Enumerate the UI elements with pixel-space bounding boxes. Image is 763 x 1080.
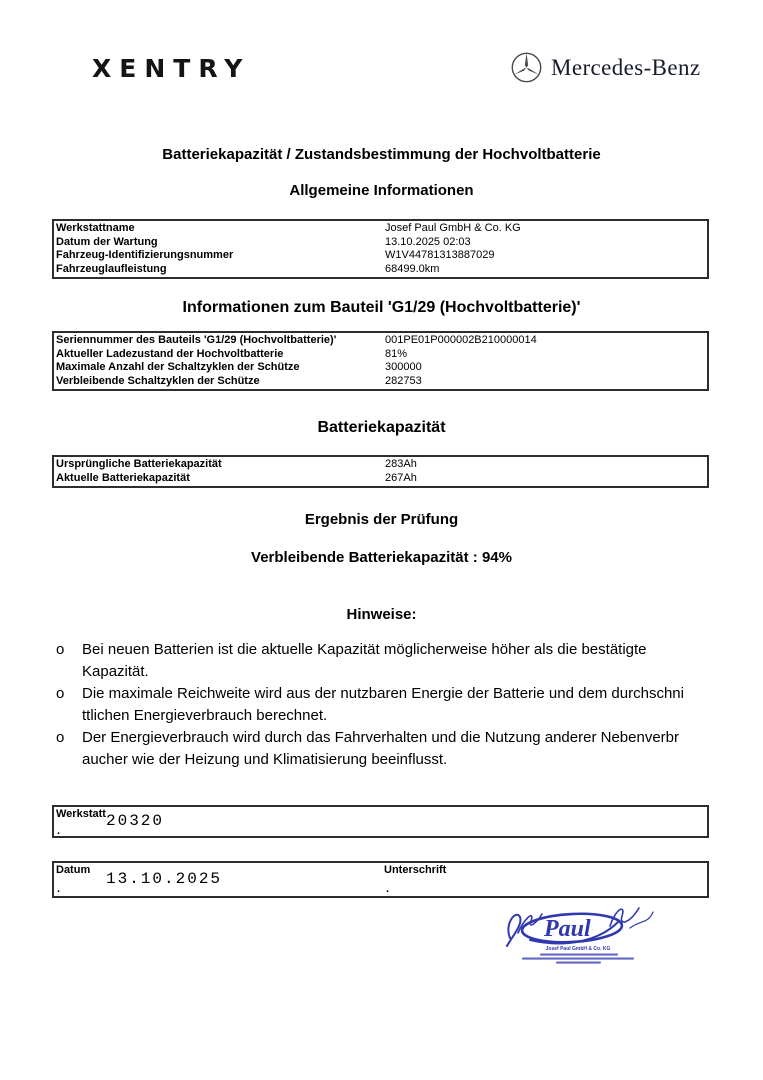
row-value: W1V44781313887029: [385, 249, 495, 261]
datum-label-punct: .: [57, 883, 61, 895]
capacity-table: [52, 455, 709, 488]
mercedes-star-icon: [511, 52, 542, 83]
row-value: 81%: [385, 347, 408, 360]
row-value: 283Ah: [385, 458, 417, 470]
row-label: Fahrzeuglaufleistung: [56, 262, 167, 275]
note-bullet: o: [56, 729, 65, 746]
row-value: Josef Paul GmbH & Co. KG: [385, 222, 521, 234]
stamp-brand-text: Paul: [544, 916, 591, 942]
brand-wordmark: Mercedes-Benz: [551, 54, 701, 80]
datum-label: Datum: [56, 864, 91, 876]
werkstatt-label-punct: .: [57, 825, 61, 837]
row-label: Seriennummer des Bauteils 'G1/29 (Hochvoltbatterie)': [56, 334, 337, 346]
werkstatt-label: Werkstatt: [56, 808, 106, 820]
row-label: Verbleibende Schaltzyklen der Schütze: [56, 374, 260, 387]
werkstatt-value: 20320: [106, 812, 165, 830]
stamp-company-line: Josef Paul GmbH & Co. KG: [545, 946, 611, 952]
row-label: Fahrzeug-Identifizierungsnummer: [56, 249, 234, 261]
note-line: ttlichen Energieverbrauch berechnet.: [82, 707, 328, 724]
table-row: [56, 249, 705, 263]
row-value: 13.10.2025 02:03: [385, 235, 471, 248]
signature-stamp: [492, 898, 664, 968]
row-label: Datum der Wartung: [56, 235, 158, 248]
note-line: Der Energieverbrauch wird durch das Fahrverhalten und die Nutzung anderer Nebenverbr: [82, 729, 679, 746]
mercedes-logo: [511, 52, 701, 83]
section-heading-component: Informationen zum Bauteil 'G1/29 (Hochvoltbatterie)': [182, 299, 581, 316]
note-text: [82, 683, 684, 727]
row-value: 68499.0km: [385, 262, 440, 275]
note-bullet: o: [56, 641, 65, 658]
row-value: 001PE01P000002B210000014: [385, 334, 537, 346]
row-label: Ursprüngliche Batteriekapazität: [56, 458, 222, 470]
row-label: Aktueller Ladezustand der Hochvoltbatterie: [56, 347, 284, 360]
notes-list: [56, 639, 720, 771]
werkstatt-box: [52, 805, 709, 838]
table-row: [56, 236, 705, 250]
datum-box: [52, 861, 709, 898]
table-row: [56, 222, 705, 236]
result-heading: Ergebnis der Prüfung: [304, 511, 459, 528]
component-info-table: [52, 331, 709, 391]
table-row: [56, 375, 705, 389]
report-title: Batteriekapazität / Zustandsbestimmung der Hochvoltbatterie: [162, 146, 601, 163]
table-row: [56, 472, 705, 486]
notes-heading: Hinweise:: [346, 606, 417, 623]
note-text: [82, 639, 647, 683]
note-item: [56, 683, 720, 727]
note-text: [82, 727, 679, 771]
note-line: Die maximale Reichweite wird aus der nutzbaren Energie der Batterie und dem durchschni: [82, 685, 684, 702]
note-item: [56, 639, 720, 683]
row-value: 282753: [385, 374, 422, 387]
unterschrift-label-punct: .: [386, 883, 390, 895]
table-row: [56, 361, 705, 375]
section-heading-general: Allgemeine Informationen: [289, 182, 474, 199]
table-row: [56, 458, 705, 472]
note-item: [56, 727, 720, 771]
note-line: Bei neuen Batterien ist die aktuelle Kapazität möglicherweise höher als die bestätigte: [82, 641, 647, 658]
stamp-address-lines: [522, 954, 634, 964]
row-label: Aktuelle Batteriekapazität: [56, 471, 190, 484]
table-row: [56, 263, 705, 277]
row-label: Maximale Anzahl der Schaltzyklen der Schütze: [56, 361, 300, 373]
section-heading-capacity: Batteriekapazität: [317, 419, 446, 436]
row-label: Werkstattname: [56, 222, 135, 234]
row-value: 300000: [385, 361, 422, 373]
note-bullet: o: [56, 685, 65, 702]
note-line: aucher wie der Heizung und Klimatisierung beeinflusst.: [82, 751, 448, 768]
row-value: 267Ah: [385, 471, 417, 484]
note-line: Kapazität.: [82, 663, 149, 680]
unterschrift-label: Unterschrift: [384, 864, 447, 876]
general-info-table: [52, 219, 709, 279]
xentry-logo: XENTRY: [92, 54, 251, 83]
result-value: Verbleibende Batteriekapazität : 94%: [251, 549, 512, 566]
table-row: [56, 348, 705, 362]
table-row: [56, 334, 705, 348]
datum-value: 13.10.2025: [106, 870, 223, 888]
